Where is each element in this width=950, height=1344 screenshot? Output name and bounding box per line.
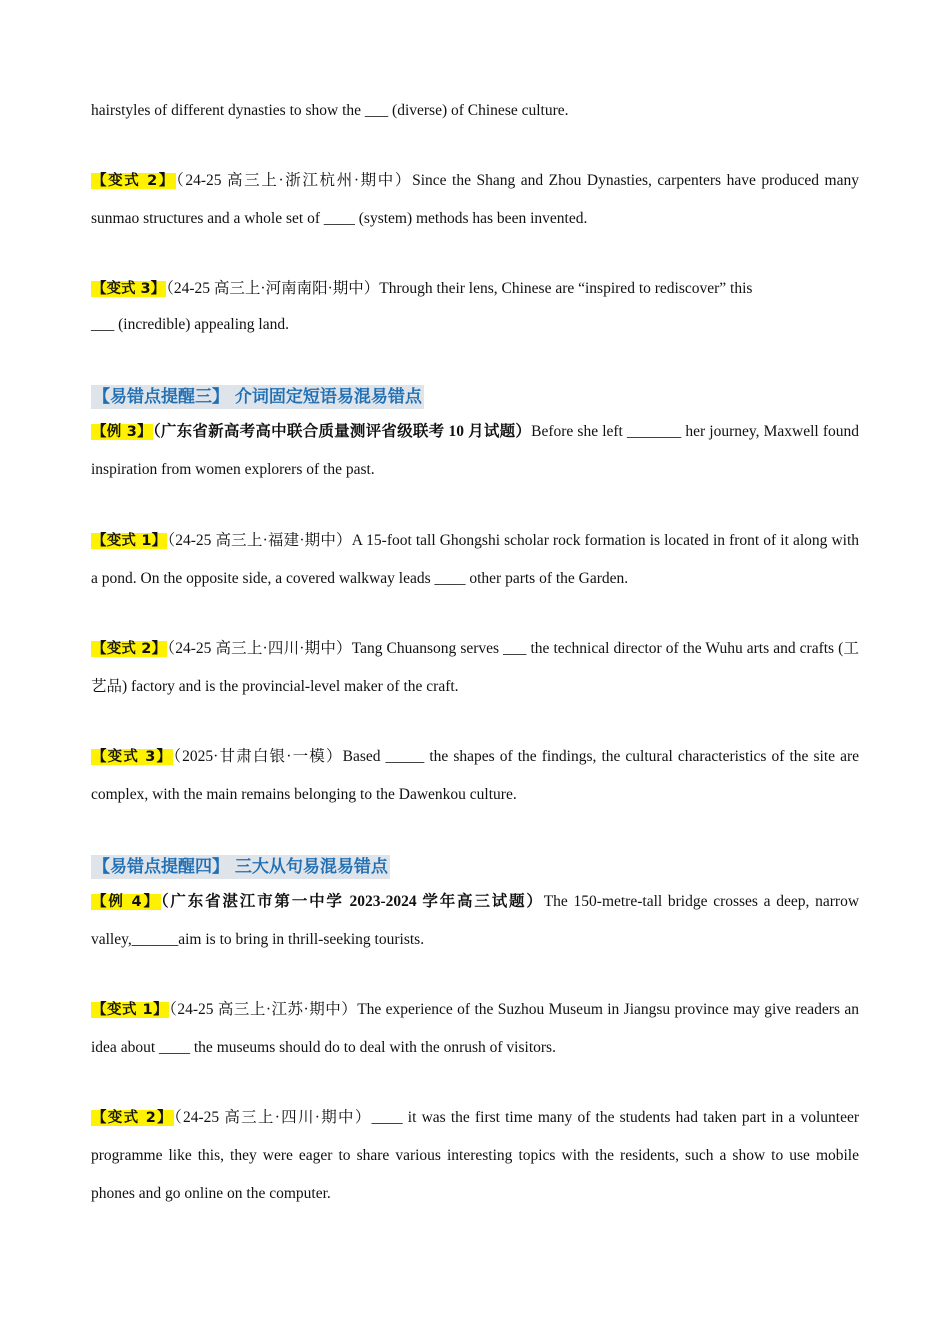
question-source: （24-25 高三上·四川·期中） [167, 640, 352, 657]
question-example-3 [91, 413, 859, 489]
question-variant-1 [91, 991, 859, 1067]
section-heading-4: 【易错点提醒四】 三大从句易混易错点 [93, 857, 388, 877]
question-variant-3 [91, 270, 859, 308]
question-variant-2 [91, 630, 859, 706]
question-variant-2 [91, 1099, 859, 1213]
question-source: （24-25 高三上·河南南阳·期中） [166, 280, 380, 297]
question-source: （广东省新高考高中联合质量测评省级联考 10 月试题） [152, 423, 532, 440]
question-text: Through their lens, Chinese are “inspired to rediscover” this [379, 280, 753, 297]
question-tag: 【变式 1】 [92, 533, 167, 549]
question-text: The 150-metre-tall bridge crosses a deep, narrow valley,______aim is to bring in thrill-seeking tourists. [91, 893, 860, 948]
question-text: The experience of the Suzhou Museum in Jiangsu province may give readers an idea about ____ the museums should do to deal with the onrush of visitors. [91, 1001, 860, 1056]
question-variant-2 [91, 162, 859, 238]
question-source: （24-25 高三上·四川·期中） [173, 1109, 372, 1126]
question-tag: 【变式 2】 [92, 641, 167, 657]
question-text-continued: ___ (incredible) appealing land. [91, 316, 289, 333]
question-variant-3-line2 [91, 306, 859, 344]
question-tag: 【变式 1】 [92, 1002, 169, 1018]
question-text: ____ it was the first time many of the students had taken part in a volunteer programme like this, they were eager to share various interesting topics with the residents, such a show to use mobile phones and go online on the computer. [91, 1109, 859, 1202]
paragraph-text: hairstyles of different dynasties to show the ___ (diverse) of Chinese culture. [91, 102, 569, 119]
question-source: （24-25 高三上·浙江杭州·期中） [175, 172, 413, 189]
question-source: （24-25 高三上·江苏·期中） [169, 1001, 358, 1018]
question-text: Since the Shang and Zhou Dynasties, carpenters have produced many sunmao structures and a whole set of ____ (system) methods has been invented. [91, 172, 859, 227]
question-tag: 【例 4】 [92, 894, 160, 910]
question-example-4 [91, 883, 859, 959]
paragraph-continuation [91, 92, 859, 130]
question-tag: 【变式 2】 [92, 1110, 173, 1126]
question-variant-1 [91, 522, 859, 598]
section-heading-3: 【易错点提醒三】 介词固定短语易混易错点 [93, 387, 422, 407]
question-text: Before she left _______ her journey, Maxwell found inspiration from women explorers of the past. [91, 423, 859, 478]
question-tag: 【变式 3】 [92, 281, 166, 297]
question-text: Based _____ the shapes of the findings, the cultural characteristics of the site are complex, with the main remains belonging to the Dawenkou culture. [91, 748, 859, 803]
question-tag: 【变式 2】 [92, 173, 175, 189]
question-variant-3 [91, 738, 859, 814]
question-tag: 【例 3】 [92, 424, 152, 440]
question-tag: 【变式 3】 [92, 749, 173, 765]
question-text: A 15-foot tall Ghongshi scholar rock formation is located in front of it along with a pond. On the opposite side, a covered walkway leads ____ other parts of the Garden. [91, 532, 860, 587]
question-source: （广东省湛江市第一中学 2023-2024 学年高三试题） [160, 893, 544, 910]
question-source: （24-25 高三上·福建·期中） [167, 532, 352, 549]
question-text: Tang Chuansong serves ___ the technical director of the Wuhu arts and crafts (工艺品) factory and is the provincial-level maker of the craft. [91, 640, 859, 695]
question-source: （2025·甘肃白银·一模） [173, 748, 343, 765]
